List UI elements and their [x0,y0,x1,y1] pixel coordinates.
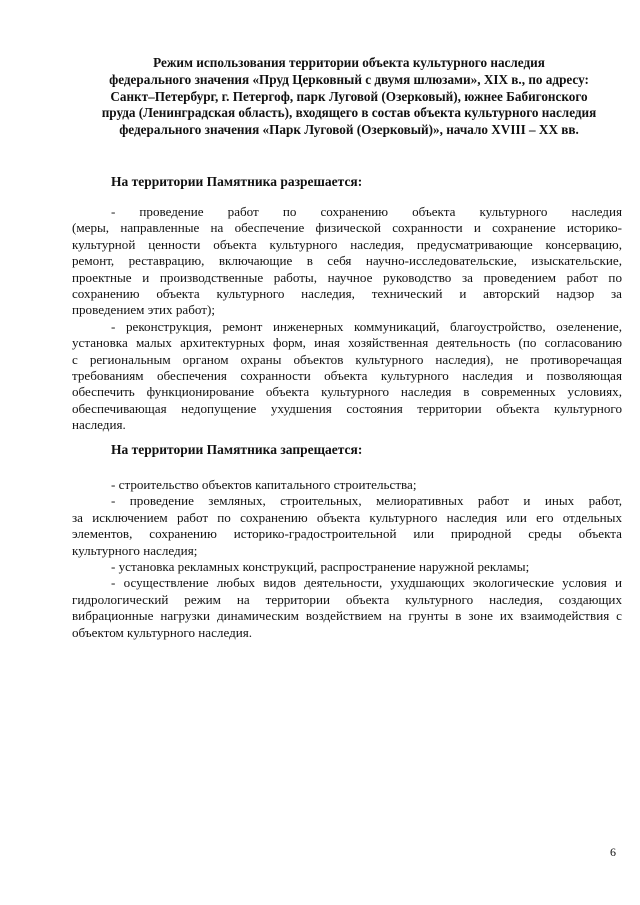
prohibited-list [72,477,622,641]
prohibited-item [72,559,622,575]
allowed-item [72,204,622,319]
title-line: пруда (Ленинградская область), входящего в состав объекта культурного наследия [101,105,597,121]
text-line: - установка рекламных конструкций, распространение наружной рекламы; [111,559,530,575]
text-line: культурного наследия; [72,542,198,558]
text-line: - проведение земляных, строительных, мелиоративных работ и иных работ, [111,493,622,509]
text-line: проведением этих работ); [72,302,215,318]
title-line: федерального значения «Парк Луговой (Озерковый)», начало XVIII – XX вв. [119,122,579,138]
text-line: элементов, сохранению историко-градостроительной или природной среды объекта [72,526,622,542]
page-number: 6 [610,845,616,859]
text-line: за исключением работ по сохранению объекта культурного наследия или его отдельных [72,509,622,525]
text-line: - строительство объектов капитального строительства; [111,477,417,492]
text-line: ремонт, реставрацию, включающие в себя научно-исследовательские, изыскательские, [72,253,622,269]
allowed-list [72,204,622,434]
text-line: обеспечивающая недопущение ухудшения состояния территории объекта культурного [72,400,622,416]
title-line: Санкт–Петербург, г. Петергоф, парк Луговой (Озерковый), южнее Бабигонского [110,88,588,104]
text-line: требованиям обеспечения сохранности объекта культурного наследия и позволяющая [72,368,622,384]
text-line: - реконструкция, ремонт инженерных коммуникаций, благоустройство, озеленение, [111,318,622,334]
prohibited-item [72,575,622,641]
title-line: федерального значения «Пруд Церковный с двумя шлюзами», XIX в., по адресу: [109,71,589,87]
allowed-item [72,319,622,434]
text-line: вибрационные нагрузки динамическим воздействием на грунты в зоне их взаимодействия с [72,608,622,624]
text-line: объектом культурного наследия. [72,624,253,640]
text-line: - осуществление любых видов деятельности, ухудшающих экологические условия и [111,575,622,591]
text-line: (меры, направленные на обеспечение физической сохранности и сохранение историко- [72,220,622,236]
prohibited-heading: На территории Памятника запрещается: [111,442,363,457]
allowed-heading: На территории Памятника разрешается: [111,174,363,189]
text-line: гидрологический режим на территории объекта культурного наследия, создающих [72,591,622,607]
text-line: проектные и производственные работы, научное руководство за проведением работ по [72,269,622,285]
text-line: - проведение работ по сохранению объекта культурного наследия [111,204,622,219]
text-line: с региональным органом охраны объектов культурного наследия), не противоречащая [72,351,622,367]
text-line: установка малых архитектурных форм, иная хозяйственная деятельность (по согласованию [72,335,622,351]
text-line: наследия. [72,417,126,433]
text-line: сохранению объекта культурного наследия, технический и авторский надзор за [72,286,622,302]
document-title [66,55,632,139]
title-line: Режим использования территории объекта культурного наследия [153,55,545,70]
prohibited-item [72,477,622,493]
text-line: обеспечить функционирование объекта культурного наследия в современных условиях, [72,384,622,400]
prohibited-item [72,493,622,559]
text-line: культурной ценности объекта культурного наследия, предусматривающие консервацию, [72,236,622,252]
